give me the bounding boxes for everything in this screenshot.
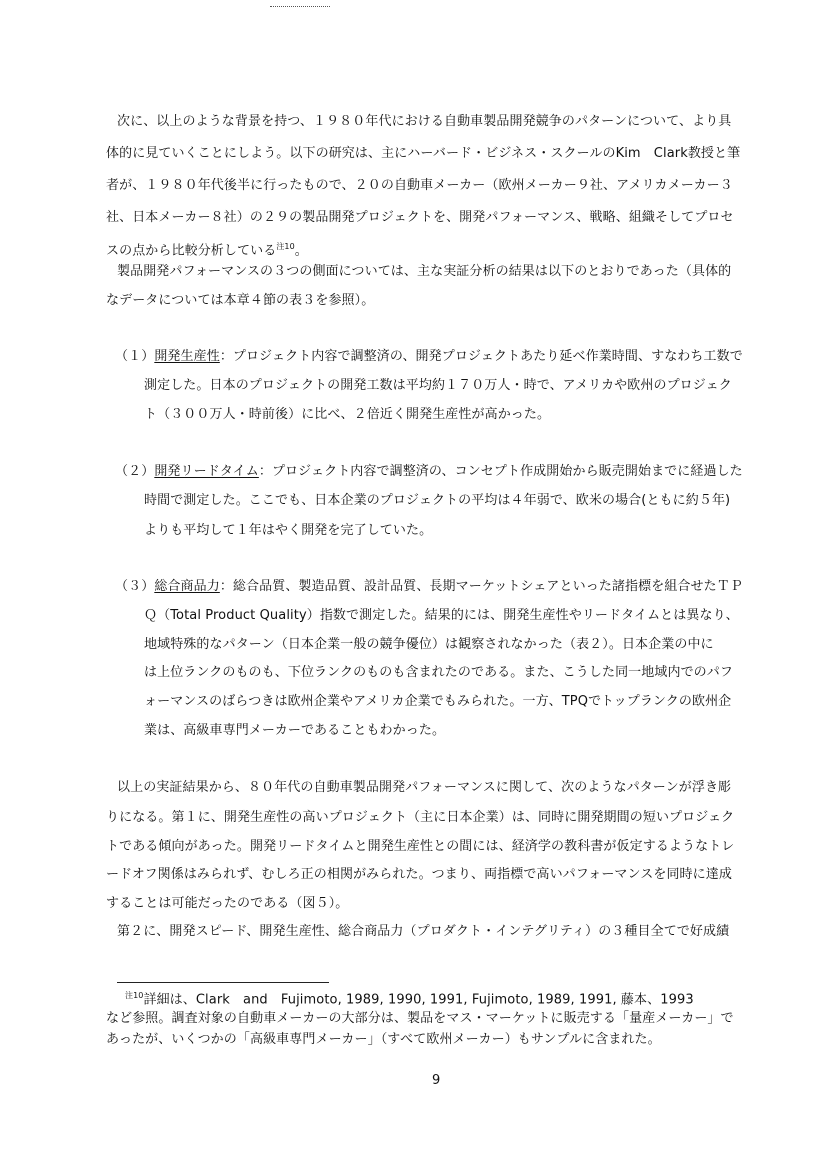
item-3-line-5: ォーマンスのばらつきは欧州企業やアメリカ企業でもみられた。一方、TPQでトップランクの欧州企 (144, 694, 732, 709)
footnote-line-2: など参照。調査対象の自動車メーカーの大部分は、製品をマス・マーケットに販売する「量産メーカー」で (106, 1011, 734, 1026)
page-number: 9 (432, 1073, 441, 1088)
item-3-line-3: 地域特殊的なパターン（日本企業一般の競争優位）は観察されなかった（表２）。日本企業の中に (144, 637, 714, 652)
p1-line-5-end: 。 (294, 243, 308, 259)
item-1-term: 開発生産性 (154, 349, 220, 364)
p2-line-1: 製品開発パフォーマンスの３つの側面については、主な実証分析の結果は以下のとおりであった（具体的 (117, 264, 732, 279)
item-2-line-2: 時間で測定した。ここでも、日本企業のプロジェクトの平均は４年弱で、欧米の場合(ともに約５年) (144, 493, 731, 508)
p3-line-3: トである傾向があった。開発リードタイムと開発生産性との間には、経済学の教科書が仮定するようなトレ (106, 839, 735, 854)
p3-line-5: することは可能だったのである（図５）。 (106, 896, 349, 911)
item-2-first-line (115, 464, 743, 480)
p3-line-1: 以上の実証結果から、８０年代の自動車製品開発パフォーマンスに関して、次のようなパターンが浮き彫 (117, 780, 732, 795)
item-3-text: ：総合品質、製造品質、設計品質、長期マーケットシェアといった諸指標を組合せたＴＰ (219, 579, 743, 594)
item-1-line-2: 測定した。日本のプロジェクトの開発工数は平均約１７０万人・時で、アメリカや欧州のプロジェク (144, 378, 732, 393)
item-2-line-3: よりも平均して１年はやく開発を完了していた。 (144, 523, 433, 538)
top-edge-mark (270, 0, 330, 7)
p3-line-6: 第２に、開発スピード、開発生産性、総合商品力（プロダクト・インテグリティ）の３種目全てで好成績 (117, 924, 730, 939)
p3-line-2: りになる。第１に、開発生産性の高いプロジェクト（主に日本企業）は、同時に開発期間の短いプロジェク (106, 810, 735, 825)
item-2-term: 開発リードタイム (154, 464, 259, 479)
item-3-line-2: Ｑ（Total Product Quality）指数で測定した。結果的には、開発生産性やリードタイムとは異なり、 (144, 608, 739, 623)
item-3-term: 総合商品力 (154, 579, 220, 594)
p1-line-2: 体的に見ていくことにしよう。以下の研究は、主にハーバード・ビジネス・スクールのKim Clark教授と筆 (106, 146, 741, 161)
item-3-number: （３） (115, 579, 155, 594)
item-1-first-line (115, 349, 743, 365)
item-3-line-4: は上位ランクのものも、下位ランクのものも含まれたのである。また、こうした同一地域内でのパフ (144, 665, 733, 680)
p1-line-1: 次に、以上のような背景を持つ、１９８０年代における自動車製品開発競争のパターンについて、より具 (117, 114, 732, 129)
footnote-line-3: あったが、いくつかの「高級車専門メーカー」（すべて欧州メーカー）もサンプルに含まれた。 (106, 1032, 661, 1047)
item-3-first-line (115, 579, 743, 595)
footnote-rule (117, 982, 329, 983)
p1-line-4: 社、日本メーカー８社）の２９の製品開発プロジェクトを、開発パフォーマンス、戦略、組織そしてプロセ (106, 210, 734, 225)
item-2-number: （２） (115, 464, 155, 479)
footnote-marker: 注10 (125, 991, 144, 1000)
p2-line-2: なデータについては本章４節の表３を参照）。 (106, 293, 375, 308)
p1-line-5-text: スの点から比較分析している (106, 243, 277, 259)
p3-line-4: ードオフ関係はみられず、むしろ正の相関がみられた。つまり、両指標で高いパフォーマンスを同時に達成 (106, 867, 732, 882)
p1-line-3: 者が、１９８０年代後半に行ったもので、２０の自動車メーカー（欧州メーカー９社、アメリカメーカー３ (106, 178, 733, 193)
footnote-ref: 注10 (276, 242, 295, 251)
item-1-line-3: ト（３００万人・時前後）に比べ、２倍近く開発生産性が高かった。 (144, 407, 551, 422)
p1-line-5 (106, 239, 308, 259)
item-3-line-6: 業は、高級車専門メーカーであることもわかった。 (144, 723, 446, 738)
footnote-text-1: 詳細は、Clark and Fujimoto, 1989, 1990, 1991, Fujimoto, 1989, 1991, 藤本、1993 (143, 992, 694, 1008)
item-1-number: （１） (115, 349, 155, 364)
footnote-first-line (125, 988, 694, 1008)
item-2-text: ：プロジェクト内容で調整済の、コンセプト作成開始から販売開始までに経過した (258, 464, 743, 479)
item-1-text: ：プロジェクト内容で調整済の、開発プロジェクトあたり延べ作業時間、すなわち工数で (219, 349, 743, 364)
